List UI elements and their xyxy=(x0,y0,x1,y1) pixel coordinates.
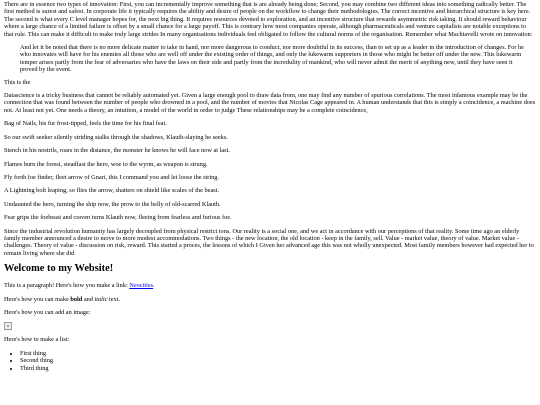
machiavelli-quote: And let it be noted that there is no more delicate matter to take in hand, nor more dangerous to conduct, nor more doubtful in its success, than to set up as a leader in the introduction of changes. For he who innovates will have for his enemies all those who are well off under the existing order of things, and only the lukewarm supporters in those who might be better off under the new. This lukewarm temper arises partly from the fear of adversaries who have the laws on their side and partly from the incredulity of mankind, who will never admit the merit of anything new, until they have seen it proved by the event. xyxy=(20,44,524,74)
link-paragraph-prefix: This is a paragraph! Here's how you make a link: xyxy=(4,282,130,290)
poem-line: A Lightning bolt leaping, so flies the arrow, shatters on shield like scales of the beast. xyxy=(4,187,220,195)
example-list xyxy=(4,350,537,372)
image-line: Here's how you can add an image: xyxy=(4,308,91,316)
broken-image-icon xyxy=(4,322,12,330)
industrial-paragraph: Since the industrial revolution humanity has largely decoupled from physical restrict ions. Our reality is a social one, and we act in accordance with our perceptions of that reality. Some time ago an elderly family member announced a desire to move to more modest accommodations. Two things - the new location, the old location - keep in the family, sell. Value - market value, theory of value. Market value - challenges. Theory of value - discussion on risk, reward. This started a proces, the lessons of which I Given her advanced age this was not wholly unexpected. Most family members however had expected her to remain living where she did xyxy=(4,227,534,257)
formatting-prefix: Here's how you can make xyxy=(4,295,71,303)
and-text: and xyxy=(82,295,95,303)
poem-line: So our swift seeker silently striding stalks through the shadows, Klauth-slaying he seeks. xyxy=(4,133,228,141)
image-container xyxy=(4,322,537,330)
list-line: Here's how to make a list: xyxy=(4,336,70,344)
italic-text: italic xyxy=(94,295,108,303)
poem-line: Undaunted the hero, turning the ship now, the prow to the belly of old-scarred Klauth. xyxy=(4,200,221,208)
list-item: • Third thing xyxy=(20,365,537,372)
link-paragraph xyxy=(4,282,537,289)
formatting-paragraph xyxy=(4,296,537,303)
bold-text: bold xyxy=(70,295,83,303)
neocities-link[interactable]: Neocities xyxy=(129,282,154,290)
this-is-the-line: This is the xyxy=(4,78,31,86)
poem-line: Stench in his nostrils, roars in the distance, the monster he knows he will face now at last. xyxy=(4,147,230,155)
website-heading: Welcome to my Website! xyxy=(4,263,114,275)
list-item: • Second thing xyxy=(20,357,537,364)
poem-line: Flames burn the forest, steadfast the hero, woe to the wyrm, as weapon is strung. xyxy=(4,160,208,168)
poem-line: Fear grips the foebeast and craven turns Klauth now, fleeing from fearless and furious foe. xyxy=(4,214,232,222)
formatting-suffix: text. xyxy=(107,295,121,303)
intro-paragraph: There are in essence two types of innovation: First, you can incrementally improve something that is are already being done; Second, you may combine two different ideas into something radically better. The first method is surest and safest. In corporate life it typically requires the ability and desire of people on the workflow to change their methodologies. The correct incentive and hierarchical structure is key here. The second is what every C level manager hopes for, the next big thing. It requires resources devoted to exploration, and an incentive structure that rewards asymmetric risk taking. It should reward behaviour where a large chance of a limited failure is offset by a small chance for a large payoff. This is contrary how most companies operate, although pharmaceuticals and venture capitalists are notable exceptions to that rule. This can make it difficult to make truly large strides In many organisations individuals feel obligated to follow the cultural norms of the organisation. Remember what Machiavelli wrote on innovation: xyxy=(4,1,533,38)
poem-line: Fly forth foe finder, fleet arrow of Gnari, this I command you and let loose the string. xyxy=(4,173,220,181)
datascience-paragraph: Datascience is a tricky business that cannot be reliably automated yet. Given a large enough pool to draw data from, one may find any number of spurious correlations. The most infamous example may be the connection that was found between the number of people who drowned in a pool, and the number of movies that Nicolas Cage appeared in. A human understands that this is simply a coincidence, a machine does not. At least not yet. One needs a theory, an intuition, a model of the world in order to judge These relationships may be a complete coincidence, xyxy=(4,92,536,114)
poem-line: Bag of Nails, his fur frost-tipped, feels the time for his final feat. xyxy=(4,120,167,128)
list-item: • First thing xyxy=(20,350,537,357)
link-paragraph-suffix: . xyxy=(153,282,155,290)
